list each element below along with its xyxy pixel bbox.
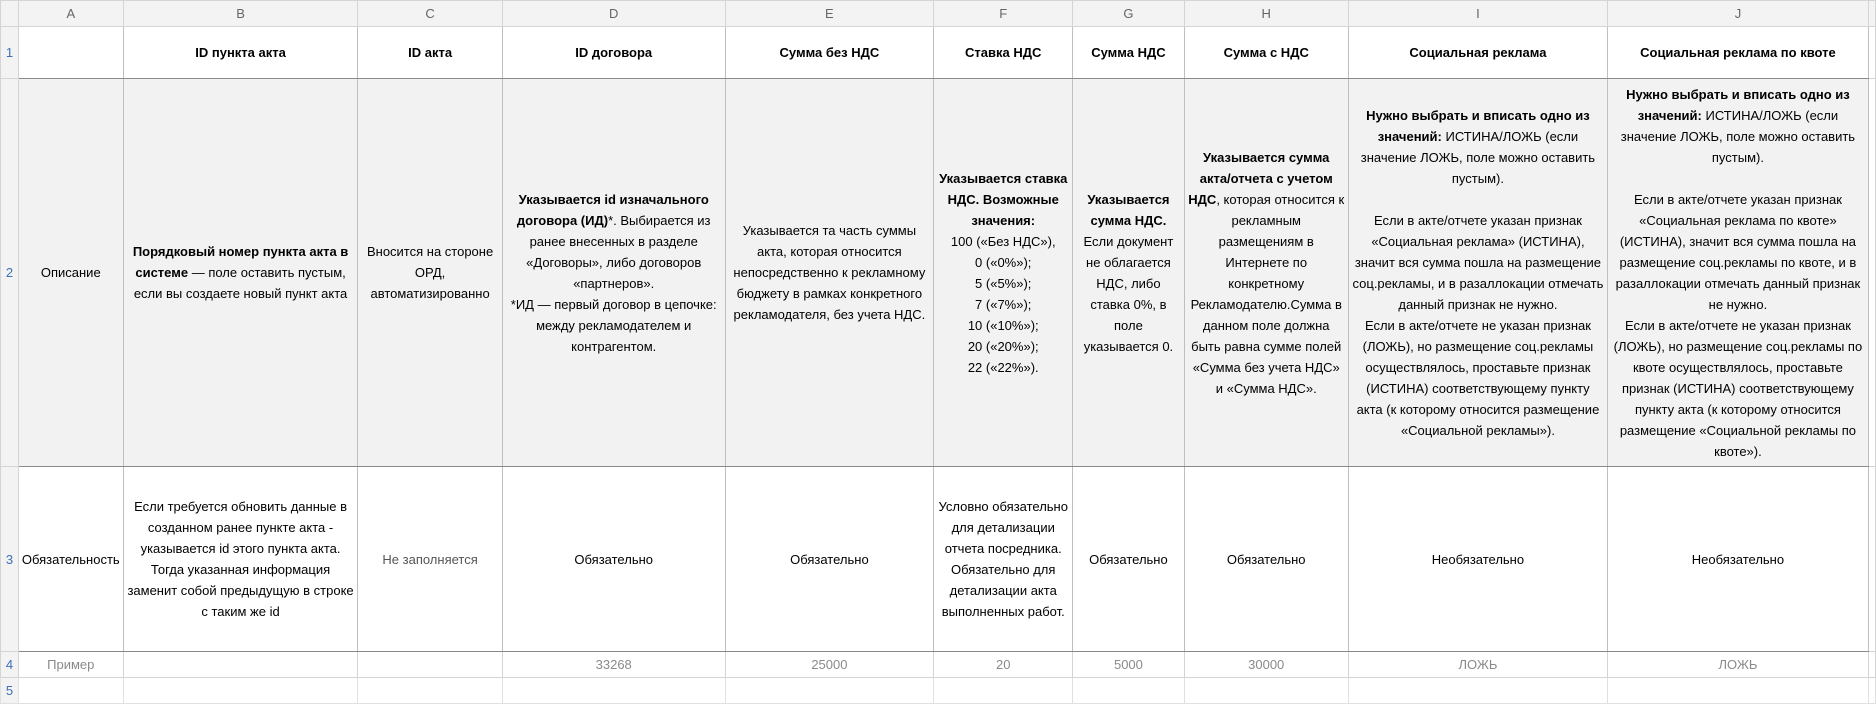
h2-bold-text: Указывается сумма акта/отчета с учетом НДС [1188, 149, 1333, 207]
f2-value: 20 («20%»); [967, 338, 1039, 354]
cell-b2-description[interactable] [123, 79, 358, 467]
cell-e3-mandatory[interactable]: Обязательно [725, 467, 934, 652]
cell-f2-description[interactable] [934, 79, 1073, 467]
i2-text: ИСТИНА/ЛОЖЬ (если значение ЛОЖЬ, поле можно оставить пустым). [1360, 128, 1596, 186]
d2-bold-text: Указывается id изначального договора (ИД) [516, 191, 709, 228]
cell-e1-header[interactable]: Сумма без НДС [725, 27, 934, 79]
cell-g2-description[interactable] [1073, 79, 1184, 467]
cell-j4-example[interactable]: ЛОЖЬ [1607, 652, 1868, 678]
f2-value: 100 («Без НДС»), [950, 233, 1056, 249]
h2-text: , которая относится к рекламным размещениям в Интернете по конкретному Рекламодателю.Сумма в данном поле должна быть равна сумме полей «Сумма без учета НДС» и «Сумма НДС». [1190, 191, 1345, 396]
cell-h3-mandatory[interactable]: Обязательно [1184, 467, 1348, 652]
cell-i3-mandatory[interactable]: Необязательно [1348, 467, 1607, 652]
d2-text: *. Выбирается из ранее внесенных в разделе «Договоры», либо договоров «партнеров». [526, 212, 711, 291]
b2-text: — поле оставить пустым, если вы создаете новый пункт акта [133, 265, 348, 301]
i2-bold-text: Нужно выбрать и вписать одно из значений: [1366, 107, 1590, 144]
column-header-c[interactable]: C [358, 1, 502, 27]
column-header-h[interactable]: H [1184, 1, 1348, 27]
cell-e2-description[interactable]: Указывается та часть суммы акта, которая относится непосредственно к рекламному бюджету в рамках конкретного рекламодателя, без учета НДС. [725, 79, 934, 467]
cell-h2-description[interactable] [1184, 79, 1348, 467]
column-header-e[interactable]: E [725, 1, 934, 27]
row-header-1[interactable]: 1 [1, 27, 19, 79]
cell-a1[interactable] [18, 27, 123, 79]
row-header-5[interactable]: 5 [1, 678, 19, 704]
g2-text: Если документ не облагается НДС, либо ставка 0%, в поле указывается 0. [1083, 233, 1174, 354]
column-header-k[interactable] [1868, 1, 1875, 27]
j2-bold-text: Нужно выбрать и вписать одно из значений: [1626, 86, 1850, 123]
f2-value: 5 («5%»); [975, 275, 1032, 291]
cell-c3-mandatory[interactable]: Не заполняется [358, 467, 502, 652]
cell-k3[interactable] [1868, 467, 1875, 652]
cell-g1-header[interactable]: Сумма НДС [1073, 27, 1184, 79]
cell-j3-mandatory[interactable]: Необязательно [1607, 467, 1868, 652]
cell-h1-header[interactable]: Сумма с НДС [1184, 27, 1348, 79]
f2-value: 22 («22%»). [967, 359, 1039, 375]
column-header-j[interactable]: J [1607, 1, 1868, 27]
column-header-f[interactable]: F [934, 1, 1073, 27]
b2-bold-text: Порядковый номер пункта акта в системе [132, 244, 349, 280]
column-header-g[interactable]: G [1073, 1, 1184, 27]
cell-k2[interactable] [1868, 79, 1875, 467]
cell-i2-description[interactable] [1348, 79, 1607, 467]
cell-b1-header[interactable]: ID пункта акта [123, 27, 358, 79]
cell-f5[interactable] [934, 678, 1073, 704]
column-header-b[interactable]: B [123, 1, 358, 27]
cell-f3-mandatory[interactable]: Условно обязательно для детализации отчета посредника. Обязательно для детализации акта выполненных работ. [934, 467, 1073, 652]
j2-paragraph: Если в акте/отчете не указан признак (ЛОЖЬ), но размещение соц.рекламы по квоте осуществлялось, проставьте признак (ИСТИНА) соответствующему пункту акта (к которому относится размещение «Социальной рекламы по квоте»). [1613, 317, 1863, 459]
cell-j5[interactable] [1607, 678, 1868, 704]
g2-bold-text: Указывается сумма НДС. [1087, 191, 1170, 228]
column-header-a[interactable]: A [18, 1, 123, 27]
cell-a5[interactable] [18, 678, 123, 704]
d2-note: *ИД — первый договор в цепочке: между рекламодателем и контрагентом. [510, 296, 717, 354]
cell-c1-header[interactable]: ID акта [358, 27, 502, 79]
cell-g4-example[interactable]: 5000 [1073, 652, 1184, 678]
cell-h4-example[interactable]: 30000 [1184, 652, 1348, 678]
cell-g5[interactable] [1073, 678, 1184, 704]
cell-a2-label[interactable]: Описание [18, 79, 123, 467]
cell-k5[interactable] [1868, 678, 1875, 704]
cell-d2-description[interactable] [502, 79, 725, 467]
cell-j1-header[interactable]: Социальная реклама по квоте [1607, 27, 1868, 79]
cell-a4-label[interactable]: Пример [18, 652, 123, 678]
cell-e4-example[interactable]: 25000 [725, 652, 934, 678]
column-header-i[interactable]: I [1348, 1, 1607, 27]
i2-paragraph: Если в акте/отчете не указан признак (ЛОЖЬ), но размещение соц.рекламы осуществлялось, проставьте признак (ИСТИНА) соответствующему пункту акта (к которому относится размещение «Социальной рекламы»). [1356, 317, 1600, 438]
cell-h5[interactable] [1184, 678, 1348, 704]
row-header-2[interactable]: 2 [1, 79, 19, 467]
cell-d4-example[interactable]: 33268 [502, 652, 725, 678]
cell-j2-description[interactable] [1607, 79, 1868, 467]
cell-c5[interactable] [358, 678, 502, 704]
cell-f4-example[interactable]: 20 [934, 652, 1073, 678]
cell-b5[interactable] [123, 678, 358, 704]
cell-a3-label[interactable]: Обязательность [18, 467, 123, 652]
row-header-3[interactable]: 3 [1, 467, 19, 652]
cell-d1-header[interactable]: ID договора [502, 27, 725, 79]
f2-bold-text: Указывается ставка НДС. Возможные значения: [939, 170, 1068, 228]
cell-i4-example[interactable]: ЛОЖЬ [1348, 652, 1607, 678]
cell-i1-header[interactable]: Социальная реклама [1348, 27, 1607, 79]
cell-c2-description[interactable]: Вносится на стороне ОРД, автоматизированно [358, 79, 502, 467]
cell-g3-mandatory[interactable]: Обязательно [1073, 467, 1184, 652]
cell-d3-mandatory[interactable]: Обязательно [502, 467, 725, 652]
cell-d5[interactable] [502, 678, 725, 704]
cell-b3-mandatory[interactable]: Если требуется обновить данные в созданном ранее пункте акта - указывается id этого пункта акта. Тогда указанная информация заменит собой предыдущую в строке с таким же id [123, 467, 358, 652]
cell-k1[interactable] [1868, 27, 1875, 79]
f2-value: 7 («7%»); [975, 296, 1032, 312]
select-all-corner[interactable] [1, 1, 19, 27]
cell-f1-header[interactable]: Ставка НДС [934, 27, 1073, 79]
j2-text: ИСТИНА/ЛОЖЬ (если значение ЛОЖЬ, поле можно оставить пустым). [1620, 107, 1856, 165]
column-header-d[interactable]: D [502, 1, 725, 27]
f2-value: 10 («10%»); [967, 317, 1039, 333]
cell-i5[interactable] [1348, 678, 1607, 704]
i2-paragraph: Если в акте/отчете указан признак «Социальная реклама» (ИСТИНА), значит вся сумма пошла на размещение соц.рекламы, и в разаллокации отмечать данный признак не нужно. [1352, 212, 1604, 312]
f2-value: 0 («0%»); [975, 254, 1032, 270]
cell-e5[interactable] [725, 678, 934, 704]
j2-paragraph: Если в акте/отчете указан признак «Социальная реклама по квоте» (ИСТИНА), значит вся сумма пошла на размещение соц.рекламы по квоте, и в разаллокации отмечать данный признак не нужно. [1615, 191, 1861, 312]
row-header-4[interactable]: 4 [1, 652, 19, 678]
